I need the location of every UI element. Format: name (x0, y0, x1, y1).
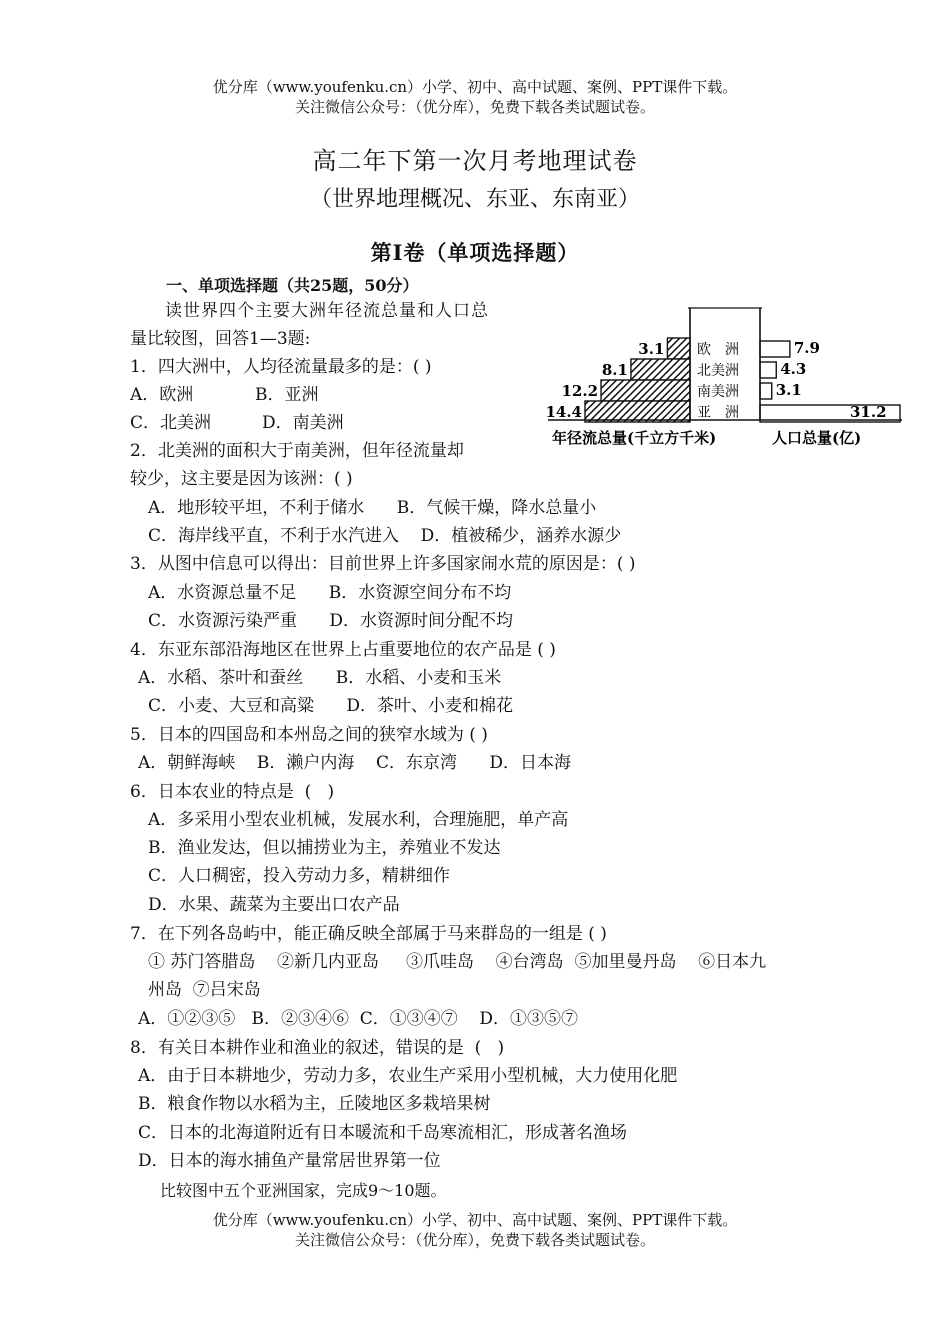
q8-option-c: C．日本的北海道附近有日本暖流和千岛寒流相汇，形成著名渔场 (138, 1123, 628, 1143)
runoff-value-2: 12.2 (561, 382, 599, 400)
q6-stem: 6．日本农业的特点是 ( ) (130, 782, 335, 802)
population-bar-1 (760, 362, 776, 378)
q4-options-ab: A．水稻、茶叶和蚕丝 B．水稻、小麦和玉米 (138, 668, 502, 688)
q1-option-b: B．亚洲 (255, 385, 319, 405)
q8-option-b: B．粮食作物以水稻为主，丘陵地区多栽培果树 (138, 1094, 491, 1114)
runoff-bar-0 (667, 338, 690, 359)
q1-option-c: C．北美洲 (130, 413, 212, 433)
footer-line-2: 关注微信公众号：（优分库），免费下载各类试题试卷。 (294, 1231, 655, 1249)
q7-items-1: ① 苏门答腊岛 ②新几内亚岛 ③爪哇岛 ④台湾岛 ⑤加里曼丹岛 ⑥日本九 (148, 952, 767, 972)
x-label-runoff: 年径流总量(千立方千米) (552, 429, 717, 447)
runoff-bar-2 (601, 380, 690, 401)
q1-option-d: D．南美洲 (262, 413, 344, 433)
q1-stem: 1．四大洲中，人均径流量最多的是：( ) (130, 357, 432, 377)
q6-option-b: B．渔业发达，但以捕捞业为主，养殖业不发达 (148, 838, 501, 858)
q6-option-c: C．人口稠密，投入劳动力多，精耕细作 (148, 866, 451, 886)
q1-option-a: A．欧洲 (130, 385, 194, 405)
runoff-value-3: 14.4 (545, 403, 582, 421)
population-value-1: 4.3 (780, 360, 807, 378)
next-instruction: 比较图中五个亚洲国家，完成9～10题。 (160, 1181, 447, 1200)
q4-stem: 4．东亚东部沿海地区在世界上占重要地位的农产品是 ( ) (130, 640, 556, 660)
q3-options-ab: A．水资源总量不足 B．水资源空间分布不均 (148, 583, 512, 603)
runoff-value-1: 8.1 (601, 361, 628, 379)
q3-stem: 3．从图中信息可以得出：目前世界上许多国家闹水荒的原因是：( ) (130, 554, 636, 574)
runoff-value-0: 3.1 (638, 340, 665, 358)
q7-items-2: 州岛 ⑦吕宋岛 (148, 980, 261, 1000)
continent-label-3: 亚 洲 (697, 405, 739, 421)
runoff-bar-1 (631, 359, 690, 380)
q2-options-cd: C．海岸线平直，不利于水汽进入 D．植被稀少，涵养水源少 (148, 526, 622, 546)
population-value-3: 31.2 (850, 403, 887, 421)
section-heading: 一、单项选择题（共25题，50分） (166, 276, 419, 295)
continent-label-0: 欧 洲 (697, 342, 739, 358)
q6-option-a: A．多采用小型农业机械，发展水利，合理施肥，单产高 (148, 810, 569, 830)
q4-options-cd: C．小麦、大豆和高粱 D．茶叶、小麦和棉花 (148, 696, 514, 716)
population-value-0: 7.9 (793, 339, 820, 357)
q5-options: A．朝鲜海峡 B．濑户内海 C．东京湾 D．日本海 (138, 753, 572, 773)
q3-options-cd: C．水资源污染严重 D．水资源时间分配不均 (148, 611, 514, 631)
q7-stem: 7．在下列各岛屿中，能正确反映全部属于马来群岛的一组是 ( ) (130, 924, 607, 944)
q2-stem-2: 较少，这主要是因为该洲：( ) (130, 469, 353, 489)
x-label-population: 人口总量(亿) (772, 429, 862, 447)
continent-labels (697, 342, 739, 421)
q8-option-d: D．日本的海水捕鱼产量常居世界第一位 (138, 1151, 441, 1171)
continent-label-2: 南美洲 (697, 384, 739, 400)
page-title: 高二年下第一次月考地理试卷 (312, 147, 638, 175)
q7-options: A．①②③⑤ B．②③④⑥ C．①③④⑦ D．①③⑤⑦ (138, 1009, 579, 1029)
header-line-2: 关注微信公众号：（优分库），免费下载各类试题试卷。 (294, 98, 655, 116)
runoff-population-chart (540, 300, 920, 455)
q8-option-a: A．由于日本耕地少，劳动力多，农业生产采用小型机械，大力使用化肥 (138, 1066, 678, 1086)
runoff-bar-3 (585, 401, 690, 422)
q2-stem-1: 2．北美洲的面积大于南美洲，但年径流量却 (130, 441, 464, 461)
population-bar-0 (760, 341, 790, 357)
runoff-bars (545, 338, 690, 422)
population-value-2: 3.1 (775, 381, 802, 399)
population-bar-2 (760, 383, 772, 399)
q2-options-ab: A．地形较平坦，不利于储水 B．气候干燥，降水总量小 (148, 498, 597, 518)
footer-line-1: 优分库（www.youfenku.cn）小学、初中、高中试题、案例、PPT课件下载。 (212, 1211, 738, 1229)
q6-option-d: D．水果、蔬菜为主要出口农产品 (148, 895, 400, 915)
page-subtitle: （世界地理概况、东亚、东南亚） (309, 187, 640, 212)
intro-line-2: 量比较图，回答1—3题: (130, 329, 311, 349)
intro-line-1: 读世界四个主要大洲年径流总量和人口总 (165, 301, 489, 321)
population-bars (760, 339, 900, 422)
continent-label-1: 北美洲 (697, 363, 739, 379)
header-line-1: 优分库（www.youfenku.cn）小学、初中、高中试题、案例、PPT课件下载。 (212, 78, 738, 96)
q5-stem: 5．日本的四国岛和本州岛之间的狭窄水域为 ( ) (130, 725, 488, 745)
q8-stem: 8．有关日本耕作业和渔业的叙述，错误的是 ( ) (130, 1038, 505, 1058)
volume-heading: 第Ⅰ卷（单项选择题） (370, 240, 580, 265)
